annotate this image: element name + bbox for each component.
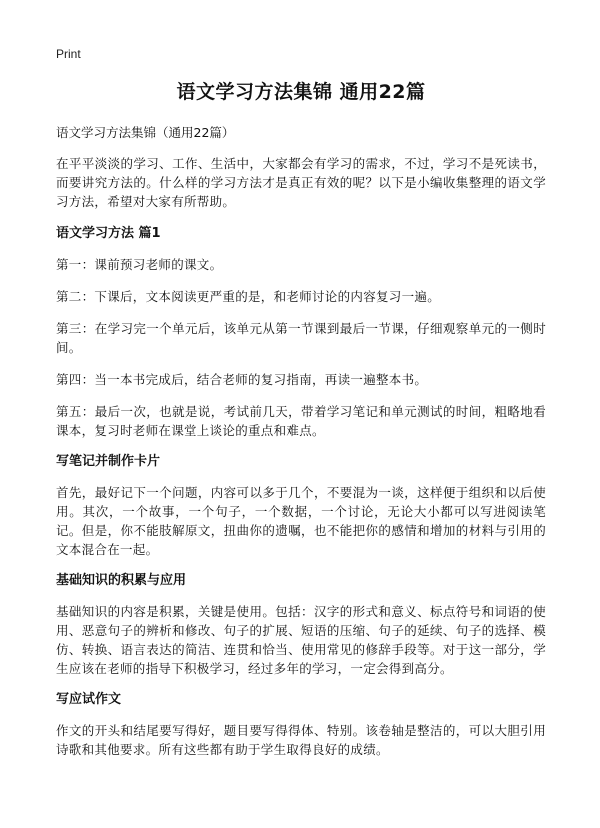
section-heading: 写笔记并制作卡片 xyxy=(56,454,161,469)
document-body xyxy=(56,80,546,772)
section-paragraph: 作文的开头和结尾要写得好，题目要写得得体、特别。该卷轴是整洁的，可以大胆引用诗歌和其他要求。所有这些都有助于学生取得良好的成绩。 xyxy=(56,723,546,757)
section-paragraph: 基础知识的内容是积累，关键是使用。包括：汉字的形式和意义、标点符号和词语的使用、恶意句子的辨析和修改、句子的扩展、短语的压缩、句子的延续、句子的选择、模仿、转换、语言表达的简洁、连贯和恰当、使用常见的修辞手段等。对于这一部分，学生应该在老师的指导下积极学习，经过多年的学习，一定会得到高分。 xyxy=(56,604,546,676)
section-paragraph: 第三：在学习完一个单元后，该单元从第一节课到最后一节课，仔细观察单元的一侧时间。 xyxy=(56,321,546,355)
section-paragraph: 首先，最好记下一个问题，内容可以多于几个，不要混为一谈，这样便于组织和以后使用。其次，一个故事，一个句子，一个数据，一个讨论，无论大小都可以写进阅读笔记。但是，你不能肢解原文，扭曲你的遗嘱，也不能把你的感情和增加的材料与引用的文本混合在一起。 xyxy=(56,485,546,557)
section-paragraph: 第二：下课后，文本阅读更严重的是，和老师讨论的内容复习一遍。 xyxy=(56,289,441,304)
section-paragraph: 第四：当一本书完成后，结合老师的复习指南，再读一遍整本书。 xyxy=(56,372,428,387)
document-subtitle: 语文学习方法集锦（通用22篇） xyxy=(56,125,235,140)
print-link[interactable]: Print xyxy=(56,47,81,61)
section-paragraph: 第五：最后一次，也就是说，考试前几天，带着学习笔记和单元测试的时间，粗略地看课本，复习时老师在课堂上谈论的重点和难点。 xyxy=(56,404,546,438)
intro-paragraph: 在平平淡淡的学习、工作、生活中，大家都会有学习的需求，不过，学习不是死读书，而要讲究方法的。什么样的学习方法才是真正有效的呢？以下是小编收集整理的语文学习方法，希望对大家有所帮助。 xyxy=(56,156,546,209)
section-heading: 语文学习方法 篇1 xyxy=(56,226,161,241)
section-paragraph: 第一：课前预习老师的课文。 xyxy=(56,257,223,272)
page-title: 语文学习方法集锦 通用22篇 xyxy=(176,81,426,103)
section-heading: 基础知识的积累与应用 xyxy=(56,573,187,588)
section-heading: 写应试作文 xyxy=(56,692,122,707)
